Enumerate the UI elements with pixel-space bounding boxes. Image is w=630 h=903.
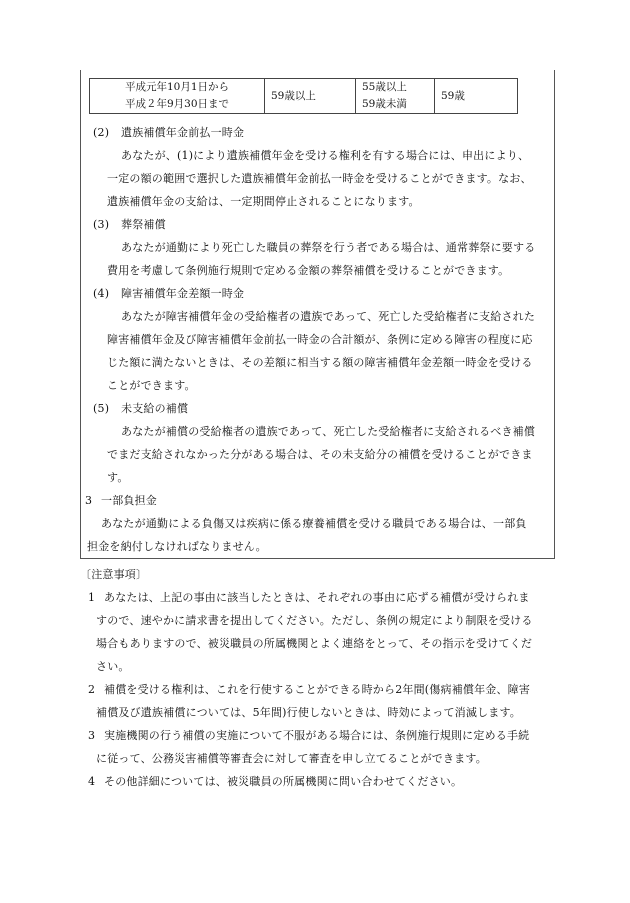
body-line: でまだ支給されなかった分がある場合は、その未支給分の補償を受けることができま — [107, 448, 533, 461]
body-line: あなたが通勤による負傷又は疾病に係る療養補償を受ける職員である場合は、一部負 — [101, 517, 527, 530]
section-heading: 障害補償年金差額一時金 — [121, 287, 245, 300]
body-line: 費用を考慮して条例施行規則で定める金額の葬祭補償を受けることができます。 — [107, 264, 510, 277]
section-heading: 一部負担金 — [101, 494, 157, 507]
note-line: 場合もありますので、被災職員の所属機関とよく連絡をとって、その指示を受けてくだ — [96, 637, 533, 650]
note-line: さい。 — [96, 660, 130, 673]
section-number: (2) — [93, 126, 110, 139]
section-heading: 遺族補償年金前払一時金 — [121, 126, 245, 139]
body-line: ことができます。 — [107, 379, 196, 392]
note-line: に従って、公務災害補償等審査会に対して審査を申し立てることができます。 — [96, 752, 487, 765]
age-cell: 59歳以上 — [265, 79, 356, 114]
body-line: す。 — [107, 471, 129, 484]
note-line: すので、速やかに請求書を提出してください。ただし、条例の規定により制限を受ける — [96, 614, 533, 627]
body-line: あなたが、(1)により遺族補償年金を受ける権利を有する場合には、申出により、 — [121, 149, 530, 162]
age-range-line: 55歳以上 — [362, 81, 407, 93]
table-row — [90, 79, 518, 114]
note-line: 補償及び遺族補償については、5年間)行使しないときは、時効によって消滅します。 — [96, 706, 521, 719]
note-number: 1 — [88, 591, 96, 604]
age-range-cell — [356, 79, 435, 114]
note-number: 2 — [88, 683, 96, 696]
section-number: 3 — [85, 494, 93, 507]
section-number: (3) — [93, 218, 110, 231]
notes-title: 〔注意事項〕 — [80, 568, 148, 581]
age-table — [89, 78, 518, 114]
period-cell — [90, 79, 265, 114]
body-line: じた額に満たないときは、その差額に相当する額の障害補償年金差額一時金を受ける — [107, 356, 533, 369]
note-line: その他詳細については、被災職員の所属機関に問い合わせてください。 — [104, 775, 463, 788]
age-cell: 59歳 — [435, 79, 518, 114]
note-line: あなたは、上記の事由に該当したときは、それぞれの事由に応ずる補償が受けられま — [104, 591, 530, 604]
body-line: あなたが補償の受給権者の遺族であって、死亡した受給権者に支給されるべき補償 — [121, 425, 536, 438]
body-line: 一定の額の範囲で選択した遺族補償年金前払一時金を受けることができます。なお、 — [107, 172, 532, 185]
age-range-line: 59歳未満 — [362, 98, 407, 110]
section-number: (5) — [93, 402, 110, 415]
section-heading: 未支給の補償 — [121, 402, 189, 415]
body-line: 障害補償年金及び障害補償年金前払一時金の合計額が、条例に定める障害の程度に応 — [107, 333, 533, 346]
note-line: 実施機関の行う補償の実施について不服がある場合には、条例施行規則に定める手続 — [104, 729, 530, 742]
section-heading: 葬祭補償 — [121, 218, 166, 231]
note-number: 4 — [88, 775, 96, 788]
note-number: 3 — [88, 729, 96, 742]
note-line: 補償を受ける権利は、これを行使することができる時から2年間(傷病補償年金、障害 — [104, 683, 531, 696]
period-line: 平成２年9月30日まで — [124, 98, 230, 110]
body-line: あなたが通勤により死亡した職員の葬祭を行う者である場合は、通常葬祭に要する — [121, 241, 536, 254]
body-line: 担金を納付しなければなりません。 — [87, 540, 267, 553]
section-number: (4) — [93, 287, 110, 300]
body-line: あなたが障害補償年金の受給権者の遺族であって、死亡した受給権者に支給された — [121, 310, 536, 323]
body-line: 遺族補償年金の支給は、一定期間停止されることになります。 — [107, 195, 420, 208]
period-line: 平成元年10月1日から — [124, 81, 230, 93]
